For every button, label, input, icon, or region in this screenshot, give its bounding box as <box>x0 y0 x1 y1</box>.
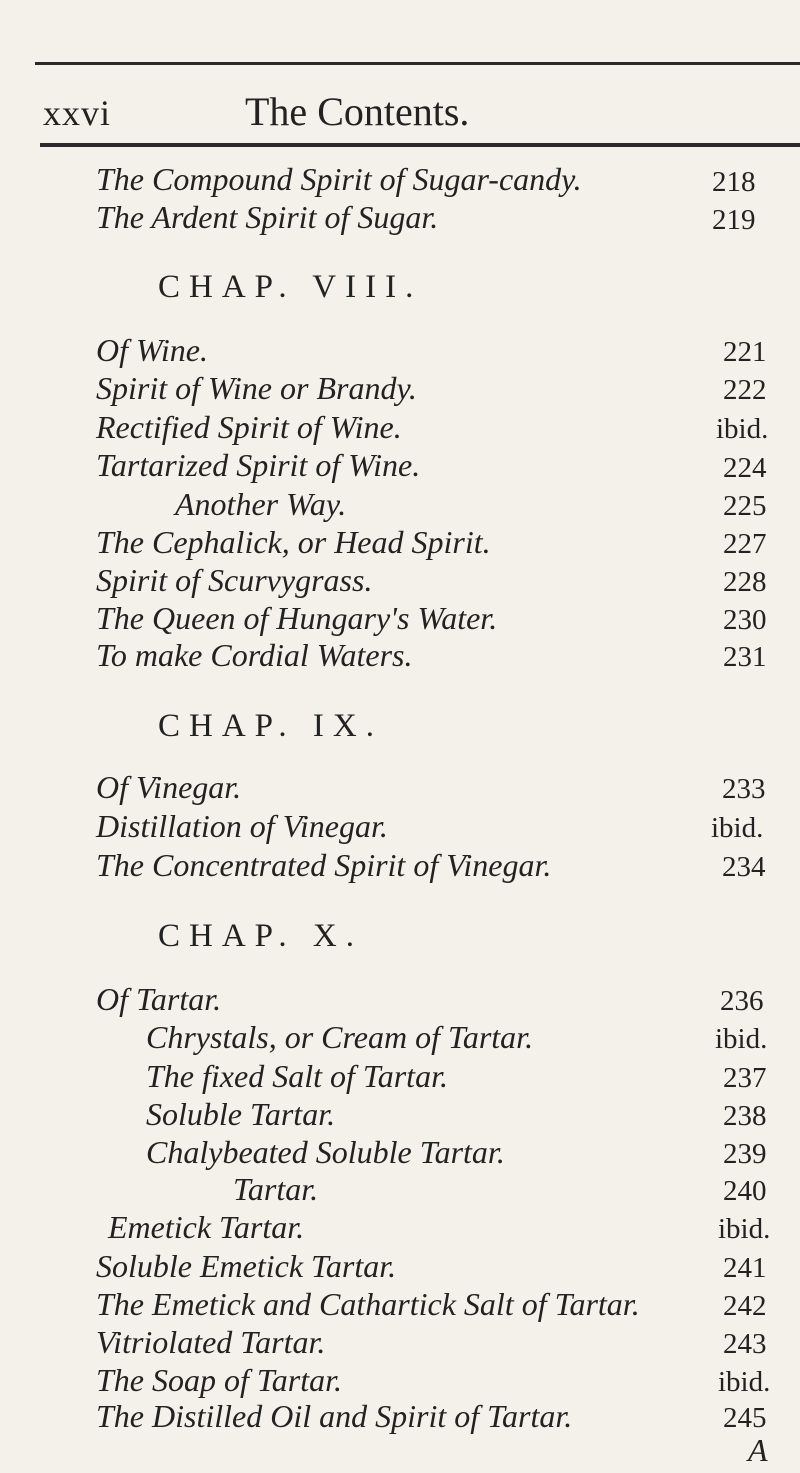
toc-entry-title: Emetick Tartar. <box>108 1209 305 1245</box>
header-rule <box>40 143 800 147</box>
toc-entry-title: The Cephalick, or Head Spirit. <box>96 524 491 560</box>
toc-entry-page: 225 <box>723 490 767 522</box>
toc-entry-page: ibid. <box>716 413 769 445</box>
toc-entry-page: 242 <box>723 1290 767 1322</box>
toc-entry-page: ibid. <box>718 1366 771 1398</box>
toc-entry-page: 237 <box>723 1062 767 1094</box>
top-rule <box>35 62 800 65</box>
chapter-heading: CHAP. VIII. <box>158 269 423 305</box>
chapter-heading: CHAP. X. <box>158 918 363 954</box>
toc-entry-page: 240 <box>723 1175 767 1207</box>
toc-entry-page: ibid. <box>715 1023 768 1055</box>
toc-entry-title: Chrystals, or Cream of Tartar. <box>146 1019 534 1055</box>
toc-entry-page: 245 <box>723 1402 767 1434</box>
toc-entry-page: ibid. <box>718 1213 771 1245</box>
toc-entry-title: The Emetick and Cathartick Salt of Tartar. <box>96 1286 640 1322</box>
toc-entry-page: 218 <box>712 166 756 198</box>
toc-entry-title: Soluble Emetick Tartar. <box>96 1248 397 1284</box>
toc-entry-title: The Distilled Oil and Spirit of Tartar. <box>96 1398 573 1434</box>
toc-entry-page: 233 <box>722 773 766 805</box>
page-number: xxvi <box>43 93 112 133</box>
toc-entry-title: Distillation of Vinegar. <box>96 808 388 844</box>
toc-entry-title: To make Cordial Waters. <box>96 637 413 673</box>
toc-entry-page: 230 <box>723 604 767 636</box>
toc-entry-page: 236 <box>720 985 764 1017</box>
toc-entry-title: Spirit of Scurvygrass. <box>96 562 373 598</box>
toc-entry-page: 227 <box>723 528 767 560</box>
toc-entry-page: 231 <box>723 641 767 673</box>
toc-entry-page: 224 <box>723 452 767 484</box>
toc-entry-title: Of Vinegar. <box>96 769 242 805</box>
toc-entry-page: 238 <box>723 1100 767 1132</box>
toc-entry-title: Of Tartar. <box>96 981 222 1017</box>
toc-entry-title: The Compound Spirit of Sugar-candy. <box>96 161 582 197</box>
toc-entry-page: 239 <box>723 1138 767 1170</box>
toc-entry-page: 243 <box>723 1328 767 1360</box>
toc-entry-title: The fixed Salt of Tartar. <box>146 1058 448 1094</box>
toc-entry-title: Tartarized Spirit of Wine. <box>96 447 421 483</box>
toc-entry-title: Spirit of Wine or Brandy. <box>96 370 417 406</box>
toc-entry-title: The Concentrated Spirit of Vinegar. <box>96 847 552 883</box>
toc-entry-title: Soluble Tartar. <box>146 1096 336 1132</box>
toc-entry-title: The Soap of Tartar. <box>96 1362 342 1398</box>
chapter-heading: CHAP. IX. <box>158 708 383 744</box>
toc-entry-page: 219 <box>712 204 756 236</box>
toc-entry-page: 228 <box>723 566 767 598</box>
toc-entry-page: 222 <box>723 374 767 406</box>
running-head: The Contents. <box>245 89 470 134</box>
toc-entry-title: Chalybeated Soluble Tartar. <box>146 1134 505 1170</box>
toc-entry-title: Tartar. <box>233 1171 319 1207</box>
toc-entry-page: ibid. <box>711 812 764 844</box>
toc-entry-title: Of Wine. <box>96 332 208 368</box>
toc-entry-page: 241 <box>723 1252 767 1284</box>
toc-entry-title: The Queen of Hungary's Water. <box>96 600 498 636</box>
toc-entry-page: 221 <box>723 336 767 368</box>
toc-entry-title: The Ardent Spirit of Sugar. <box>96 199 439 235</box>
toc-entry-page: 234 <box>722 851 766 883</box>
toc-entry-title: Vitriolated Tartar. <box>96 1324 326 1360</box>
catchword: A <box>748 1432 768 1468</box>
toc-entry-title: Rectified Spirit of Wine. <box>96 409 402 445</box>
toc-entry-title: Another Way. <box>175 486 347 522</box>
